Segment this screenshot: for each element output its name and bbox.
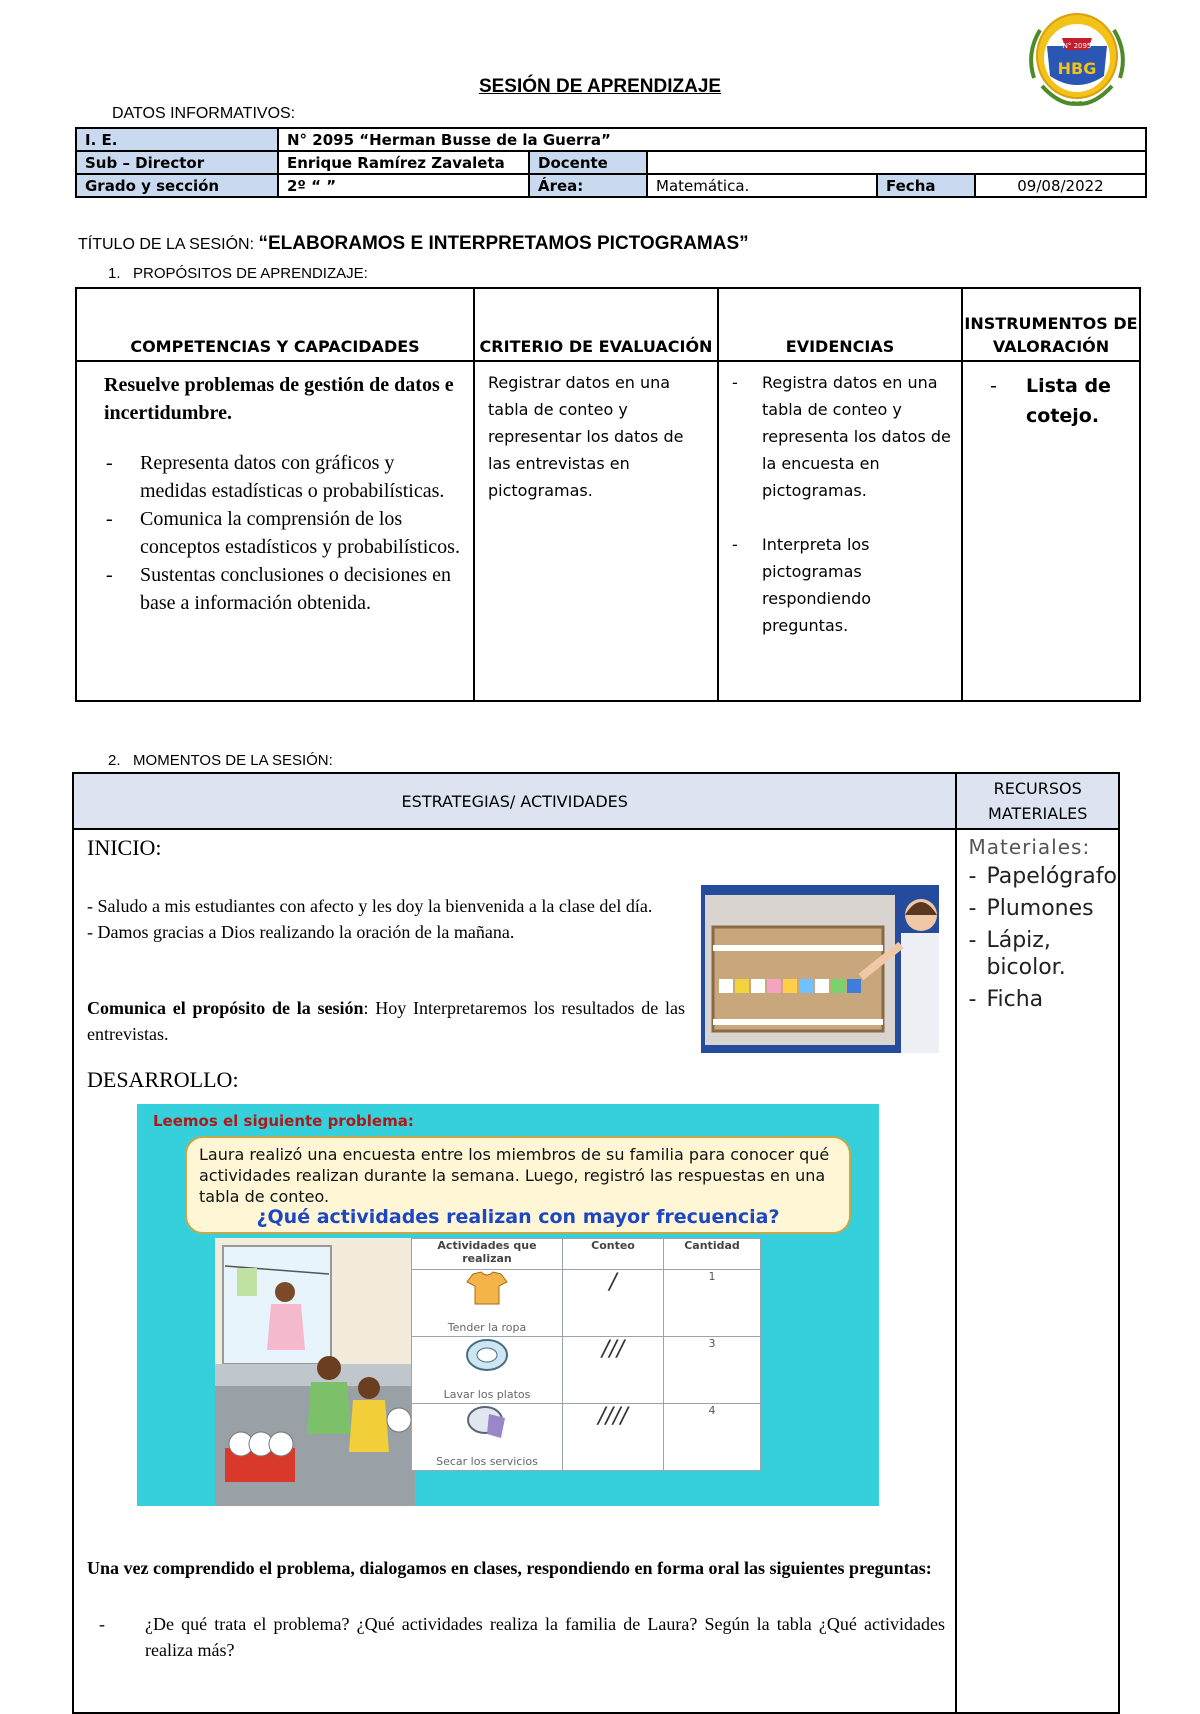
evidencias-cell [718,361,962,701]
evidencia-item: - Interpreta los pictogramas respondiendo preguntas. [720,531,960,639]
estrategias-cell [73,829,956,1713]
capacidad-item: - Comunica la comprensión de los conceptos estadísticos y probabilísticos. [78,505,472,561]
section-2-label: MOMENTOS DE LA SESIÓN: [133,752,333,769]
ie-label: I. E. [76,128,278,151]
dialogo-text: Una vez comprendido el problema, dialogamos en clases, respondiendo en forma oral las siguientes preguntas: [87,1558,932,1578]
section-2-heading [108,752,333,769]
towel-icon [465,1404,509,1440]
materiales-list [958,863,1117,1013]
classroom-photo [701,885,939,1053]
tally-activity [412,1337,563,1404]
instrumento-item: - Lista de cotejo. [964,371,1138,431]
session-title-label: TÍTULO DE LA SESIÓN: [78,236,259,253]
tally-header: Cantidad [664,1239,761,1270]
tally-activity-label: Secar los servicios [436,1455,538,1468]
inicio-line: - Saludo a mis estudiantes con afecto y les doy la bienvenida a la clase del día. [87,896,653,916]
desarrollo-heading: DESARROLLO: [87,1067,239,1092]
header-instrumentos: INSTRUMENTOS DE VALORACIÓN [962,288,1140,361]
material-item: - Lápiz, bicolor. [958,927,1117,981]
header-criterio: CRITERIO DE EVALUACIÓN [474,288,718,361]
tally-header: Actividades que realizan [412,1239,563,1270]
tally-header: Conteo [563,1239,664,1270]
plate-icon [465,1337,509,1373]
tally-quantity: 1 [664,1270,761,1337]
evidencia-item: - Registra datos en una tabla de conteo y representa los datos de la encuesta en pictogramas. [720,369,960,504]
inicio-heading: INICIO: [87,835,162,860]
grado-label: Grado y sección [76,174,278,197]
session-title-value: “ELABORAMOS E INTERPRETAMOS PICTOGRAMAS” [258,233,749,254]
docente-value [647,151,1146,174]
propositos-table [75,287,1141,702]
table-row [412,1404,761,1471]
problem-bubble [185,1136,851,1234]
tally-activity-label: Tender la ropa [447,1321,527,1334]
inicio-text [87,893,685,945]
header-evidencias: EVIDENCIAS [718,288,962,361]
competencia-title: Resuelve problemas de gestión de datos e incertidumbre. [104,374,454,424]
material-item: - Plumones [958,895,1117,922]
section-1-label: PROPÓSITOS DE APRENDIZAJE: [133,265,368,282]
problem-lead: Leemos el siguiente problema: [153,1112,414,1130]
subdirector-label: Sub – Director [76,151,278,174]
instrumentos-cell [962,361,1140,701]
section-2-number: 2. [108,752,121,769]
pregunta-text: ¿De qué trata el problema? ¿Qué actividades realiza la familia de Laura? Según la tabla ¿Qué actividades realiza más? [145,1614,945,1660]
capacidades-list [78,449,472,617]
docente-label: Docente [529,151,647,174]
tally-quantity: 4 [664,1404,761,1471]
materiales-title: Materiales: [968,835,1091,859]
pregunta-dash: - [99,1614,105,1634]
svg-text:N° 2095: N° 2095 [1062,42,1092,50]
table-row [412,1337,761,1404]
fecha-label: Fecha [877,174,975,197]
grado-value: 2º “ ” [278,174,529,197]
header-recursos: RECURSOS MATERIALES [956,773,1119,829]
proposito-label: Comunica el propósito de la sesión [87,998,364,1018]
tally-activity [412,1404,563,1471]
tally-activity [412,1270,563,1337]
table-row [412,1270,761,1337]
competencias-cell [76,361,474,701]
area-value: Matemática. [647,174,877,197]
problem-figure [137,1104,879,1506]
capacidad-item: - Sustentas conclusiones o decisiones en base a información obtenida. [78,561,472,617]
proposito-text: : Hoy Interpretaremos los resultados de las entrevistas. [87,998,685,1044]
header-estrategias: ESTRATEGIAS/ ACTIVIDADES [73,773,956,829]
info-table [75,127,1147,198]
svg-text:HBG: HBG [1057,59,1097,78]
instrumentos-list [964,371,1138,431]
inicio-line: - Damos gracias a Dios realizando la oración de la mañana. [87,922,515,942]
fecha-value: 09/08/2022 [975,174,1146,197]
problem-question: ¿Qué actividades realizan con mayor frecuencia? [256,1206,780,1228]
material-item: - Papelógrafo [958,863,1117,890]
tally-count: / [563,1270,664,1337]
problem-text: Laura realizó una encuesta entre los miembros de su familia para conocer qué actividades realizan durante la semana. Luego, registró las respuestas en una tabla de conteo. [199,1145,830,1206]
recursos-cell [956,829,1119,1713]
tally-activity-label: Lavar los platos [443,1388,531,1401]
criterio-cell [474,361,718,701]
capacidad-item: - Representa datos con gráficos y medidas estadísticas o probabilísticas. [78,449,472,505]
material-item: - Ficha [958,986,1117,1013]
momentos-table [72,772,1120,1714]
evidencias-list [720,369,960,639]
proposito-paragraph [87,995,685,1047]
shirt-icon [465,1270,509,1306]
kitchen-illustration [215,1238,415,1506]
ie-value: N° 2095 “Herman Busse de la Guerra” [278,128,1146,151]
section-1-heading [108,265,368,282]
header-competencias: COMPETENCIAS Y CAPACIDADES [76,288,474,361]
tally-table [411,1238,761,1471]
tally-count: //// [563,1404,664,1471]
session-title [78,233,749,255]
tally-count: /// [563,1337,664,1404]
datos-informativos-label: DATOS INFORMATIVOS: [112,105,296,122]
subdirector-value: Enrique Ramírez Zavaleta [278,151,529,174]
area-label: Área: [529,174,647,197]
section-1-number: 1. [108,265,121,282]
tally-quantity: 3 [664,1337,761,1404]
document-title: SESIÓN DE APRENDIZAJE [478,76,722,97]
criterio-text: Registrar datos en una tabla de conteo y representar los datos de las entrevistas en pictogramas. [488,373,684,500]
